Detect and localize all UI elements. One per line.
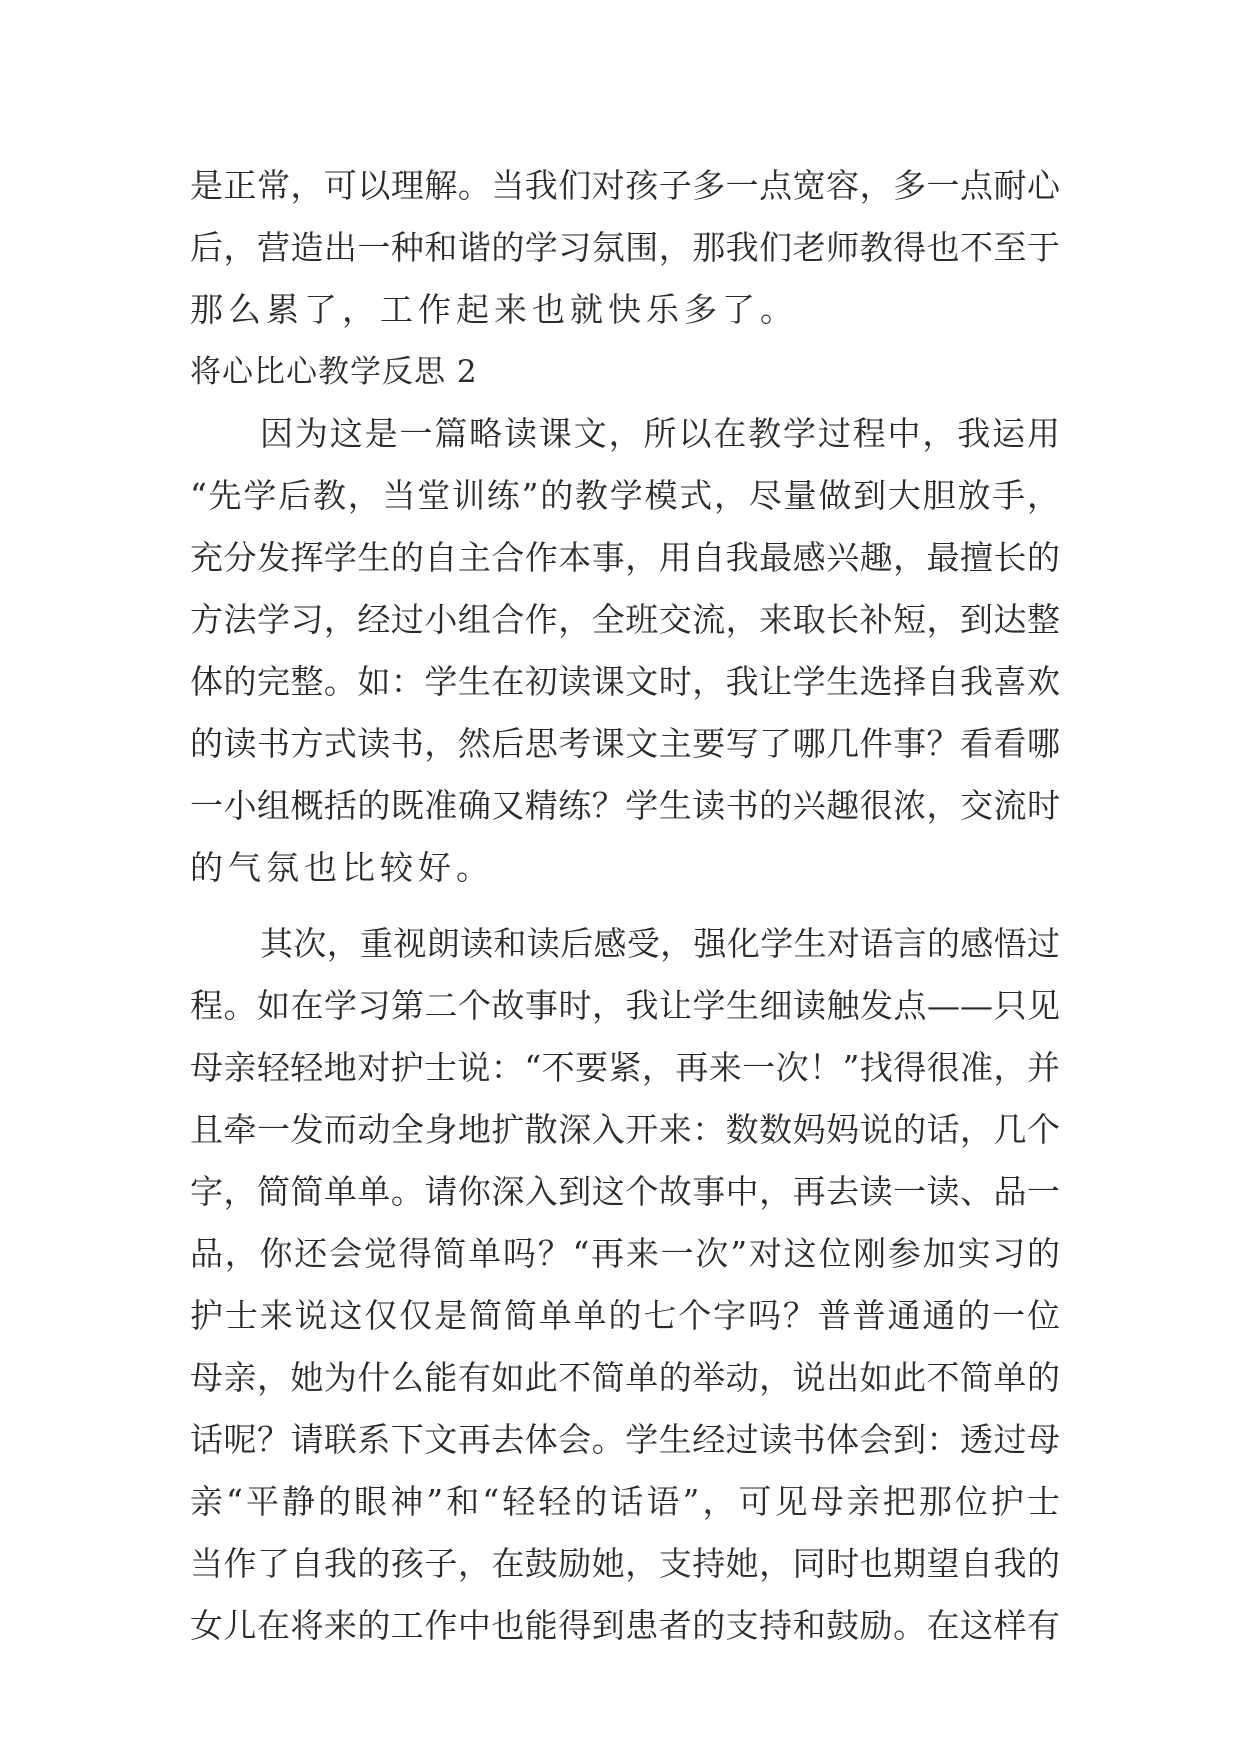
text-line: 且牵一发而动全身地扩散深入开来：数数妈妈说的话，几个 [190,1110,1060,1149]
text-line: 其次，重视朗读和读后感受，强化学生对语言的感悟过 [260,924,1060,963]
text-line: 充分发挥学生的自主合作本事，用自我最感兴趣，最擅长的 [190,538,1060,577]
text-line: “先学后教，当堂训练”的教学模式，尽量做到大胆放手， [190,476,1060,515]
text-line: 方法学习，经过小组合作，全班交流，来取长补短，到达整 [190,600,1060,639]
text-line: 亲“平静的眼神”和“轻轻的话语”，可见母亲把那位护士 [190,1482,1060,1521]
text-line: 护士来说这仅仅是简简单单的七个字吗？普普通通的一位 [190,1296,1060,1335]
text-line: 因为这是一篇略读课文，所以在教学过程中，我运用 [260,414,1060,453]
text-line: 母亲轻轻地对护士说：“不要紧，再来一次！”找得很准，并 [190,1048,1060,1087]
text-line: 是正常，可以理解。当我们对孩子多一点宽容，多一点耐心 [190,166,1060,205]
text-line: 母亲，她为什么能有如此不简单的举动，说出如此不简单的 [190,1358,1060,1397]
paragraph-1 [190,403,1060,899]
section-heading: 将心比心教学反思 2 [190,354,478,390]
text-line: 体的完整。如：学生在初读课文时，我让学生选择自我喜欢 [190,662,1060,701]
text-line: 品，你还会觉得简单吗？“再来一次”对这位刚参加实习的 [190,1234,1060,1273]
text-line: 女儿在将来的工作中也能得到患者的支持和鼓励。在这样有 [190,1606,1060,1645]
continuation-paragraph [190,155,1060,341]
text-line: 后，营造出一种和谐的学习氛围，那我们老师教得也不至于 [190,228,1060,267]
text-line: 当作了自我的孩子，在鼓励她，支持她，同时也期望自我的 [190,1544,1060,1583]
text-line: 那么累了，工作起来也就快乐多了。 [190,290,798,329]
text-line: 字，简简单单。请你深入到这个故事中，再去读一读、品一 [190,1172,1060,1211]
text-line: 的读书方式读书，然后思考课文主要写了哪几件事？看看哪 [190,724,1060,763]
paragraph-2 [190,913,1060,1657]
document-body [190,155,1060,1657]
text-line: 一小组概括的既准确又精练？学生读书的兴趣很浓，交流时 [190,786,1060,825]
text-line: 话呢？请联系下文再去体会。学生经过读书体会到：透过母 [190,1420,1060,1459]
paragraph-spacer [190,899,1060,913]
text-line: 程。如在学习第二个故事时，我让学生细读触发点——只见 [190,986,1060,1025]
text-line: 的气氛也比较好。 [190,848,494,887]
